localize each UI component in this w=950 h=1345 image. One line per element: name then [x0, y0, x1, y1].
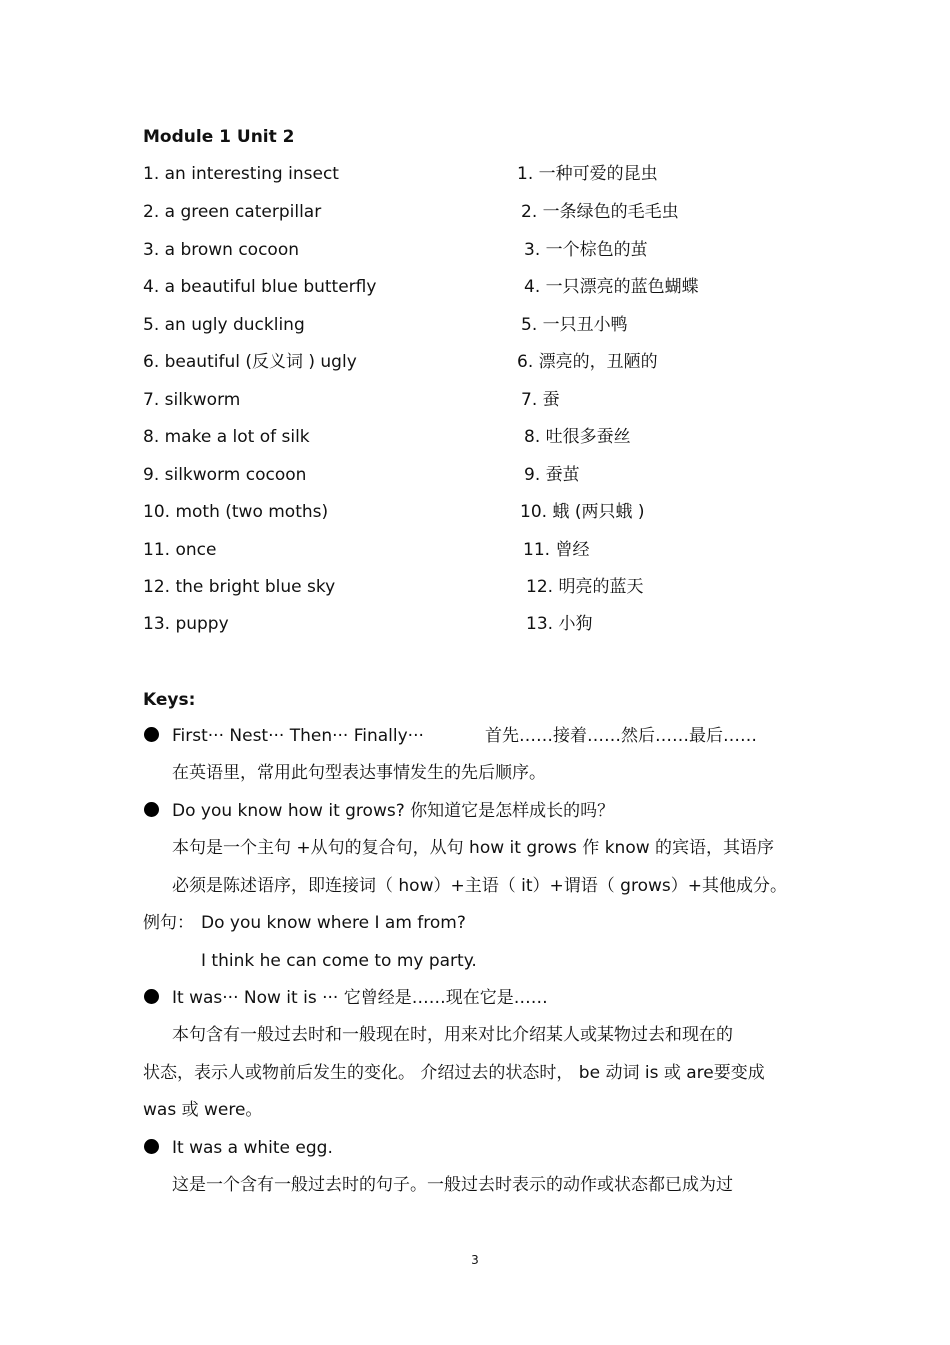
- key3-explanation: 本句含有一般过去时和一般现在时，用来对比介绍某人或某物过去和现在的: [172, 1025, 733, 1045]
- vocab-en: 8. make a lot of silk: [143, 427, 310, 447]
- bullet-icon: [144, 989, 159, 1004]
- example-sentence: I think he can come to my party.: [201, 951, 477, 971]
- vocab-en: 1. an interesting insect: [143, 164, 339, 184]
- example-sentence: Do you know where I am from?: [201, 913, 466, 933]
- vocab-zh: 9. 蚕茧: [524, 465, 580, 485]
- key4-explanation: 这是一个含有一般过去时的句子。一般过去时表示的动作或状态都已成为过: [172, 1175, 733, 1195]
- vocab-en: 2. a green caterpillar: [143, 202, 322, 222]
- key2-explanation: 必须是陈述语序，即连接词（ how）+主语（ it）+谓语（ grows）+其他成分。: [172, 876, 787, 896]
- vocab-zh: 1. 一种可爱的昆虫: [517, 164, 658, 184]
- bullet-icon: [144, 802, 159, 817]
- example-label: 例句：: [143, 913, 194, 933]
- bullet-icon: [144, 727, 159, 742]
- page-title: Module 1 Unit 2: [143, 127, 295, 147]
- vocab-en: 4. a beautiful blue butterfly: [143, 277, 377, 297]
- vocab-en: 9. silkworm cocoon: [143, 465, 307, 485]
- vocab-en: 5. an ugly duckling: [143, 315, 305, 335]
- page-number: 3: [471, 1253, 479, 1267]
- vocab-zh: 7. 蚕: [521, 390, 560, 410]
- vocab-zh: 3. 一个棕色的茧: [524, 240, 648, 260]
- vocab-zh: 10. 蛾 (两只蛾 ): [520, 502, 645, 522]
- vocab-zh: 12. 明亮的蓝天: [526, 577, 644, 597]
- key3-heading: It was··· Now it is ··· 它曾经是……现在它是……: [172, 988, 548, 1008]
- vocab-zh: 11. 曾经: [523, 540, 590, 560]
- vocab-en: 10. moth (two moths): [143, 502, 329, 522]
- key2-explanation: 本句是一个主句 +从句的复合句，从句 how it grows 作 know 的宾语，其语序: [172, 838, 775, 858]
- key1-note: 在英语里，常用此句型表达事情发生的先后顺序。: [172, 763, 546, 783]
- bullet-icon: [144, 1139, 159, 1154]
- vocab-en: 12. the bright blue sky: [143, 577, 336, 597]
- key1-chinese: 首先……接着……然后……最后……: [485, 726, 757, 746]
- key1-english: First··· Nest··· Then··· Finally···: [172, 726, 424, 746]
- key3-explanation: was 或 were。: [143, 1100, 263, 1120]
- key3-explanation: 状态，表示人或物前后发生的变化。 介绍过去的状态时， be 动词 is 或 are要变成: [143, 1063, 765, 1083]
- vocab-zh: 13. 小狗: [526, 614, 593, 634]
- vocab-en: 3. a brown cocoon: [143, 240, 300, 260]
- key4-heading: It was a white egg.: [172, 1138, 333, 1158]
- vocab-en: 7. silkworm: [143, 390, 241, 410]
- vocab-zh: 6. 漂亮的，丑陋的: [517, 352, 658, 372]
- vocab-en: 13. puppy: [143, 614, 229, 634]
- keys-heading: Keys:: [143, 690, 196, 710]
- key2-question: Do you know how it grows? 你知道它是怎样成长的吗？: [172, 801, 615, 821]
- vocab-zh: 8. 吐很多蚕丝: [524, 427, 631, 447]
- vocab-zh: 2. 一条绿色的毛毛虫: [521, 202, 679, 222]
- vocab-zh: 5. 一只丑小鸭: [521, 315, 628, 335]
- vocab-zh: 4. 一只漂亮的蓝色蝴蝶: [524, 277, 699, 297]
- vocab-en: 6. beautiful (反义词 ) ugly: [143, 352, 357, 372]
- vocab-en: 11. once: [143, 540, 217, 560]
